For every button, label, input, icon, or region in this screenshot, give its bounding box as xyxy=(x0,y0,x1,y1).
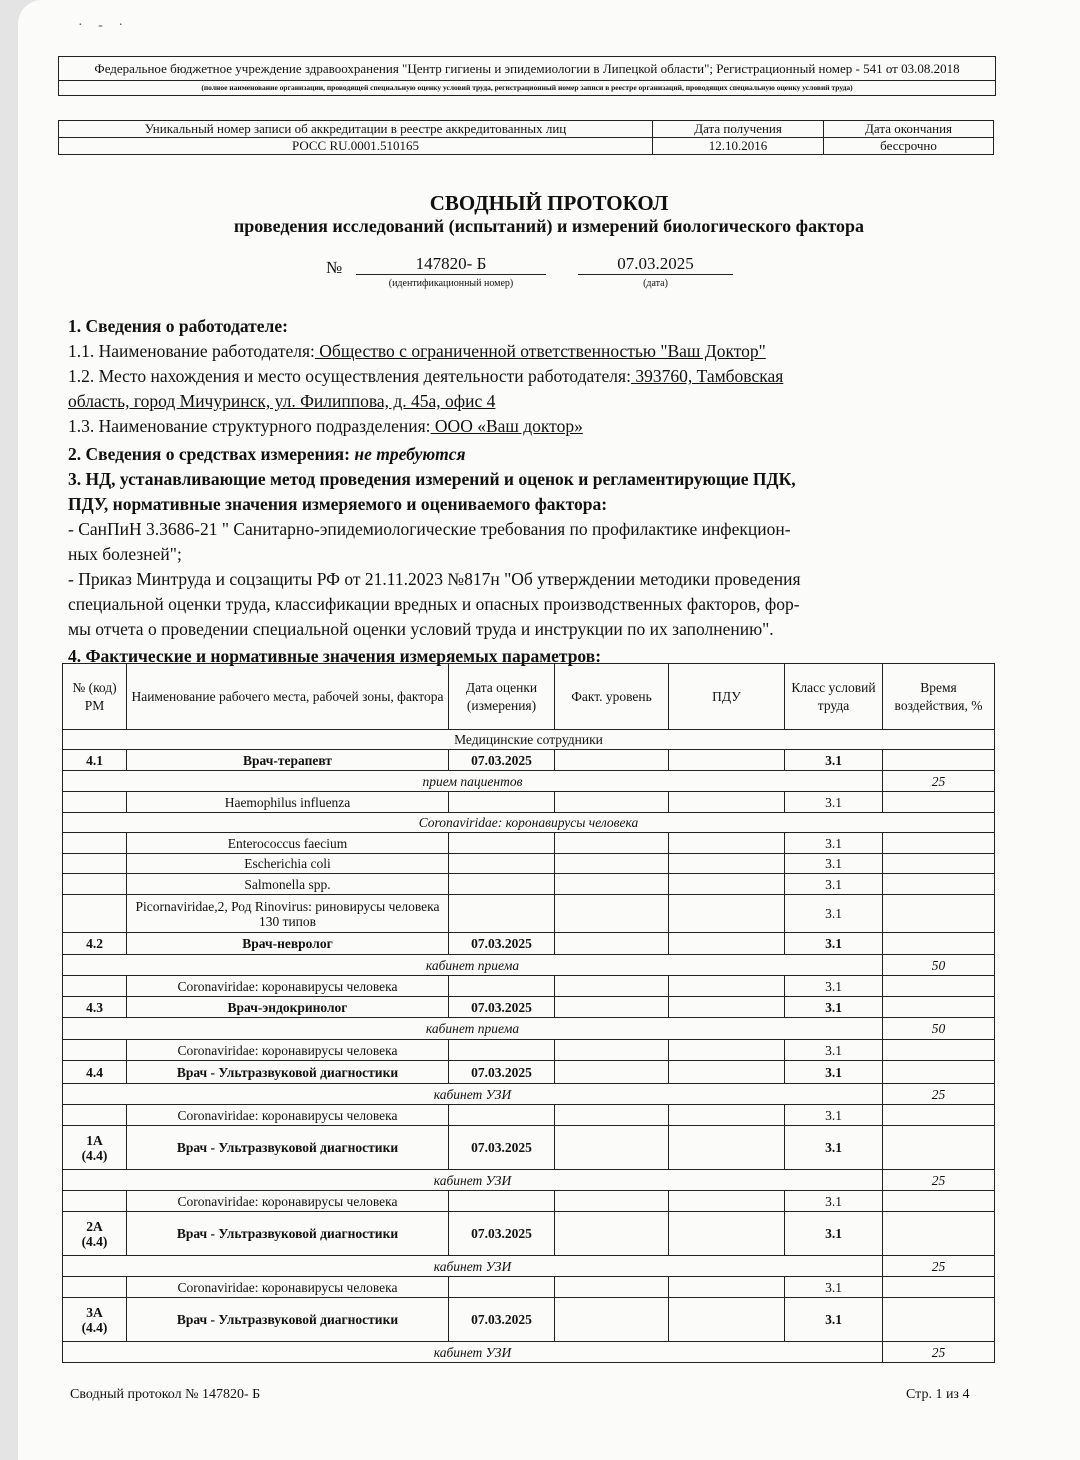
factor-class: 3.1 xyxy=(785,976,883,997)
section3-line5: мы отчета о проведении специальной оценки условий труда и инструкции по их заполнению". xyxy=(68,619,774,639)
employer-name-line xyxy=(68,338,766,364)
table-row xyxy=(63,1342,995,1363)
job-code xyxy=(63,1298,127,1342)
factor-class: 3.1 xyxy=(785,895,883,933)
job-code: 4.4 xyxy=(63,1061,127,1084)
table-row xyxy=(63,874,995,895)
footer-protocol: Сводный протокол № 147820- Б xyxy=(70,1387,261,1402)
factor-class: 3.1 xyxy=(785,833,883,854)
table-row xyxy=(63,1040,995,1061)
table-row xyxy=(63,833,995,854)
job-code: 4.3 xyxy=(63,997,127,1018)
zone-time: 50 xyxy=(883,955,995,976)
factor-name: Salmonella spp. xyxy=(127,874,449,895)
subdivision-value: ООО «Ваш доктор» xyxy=(430,416,583,436)
table-row xyxy=(63,1084,995,1105)
table-row xyxy=(63,730,995,750)
end-date: бессрочно xyxy=(824,138,994,155)
group-label: Медицинские сотрудники xyxy=(63,730,995,750)
section3-line2: ных болезней"; xyxy=(68,544,182,564)
factor-class: 3.1 xyxy=(785,1040,883,1061)
section4-heading: 4. Фактические и нормативные значения измеряемых параметров: xyxy=(68,646,602,666)
job-name: Врач - Ультразвуковой диагностики xyxy=(127,1126,449,1170)
factor-name: Haemophilus influenza xyxy=(127,792,449,813)
receipt-date: 12.10.2016 xyxy=(653,138,824,155)
table-row xyxy=(63,933,995,955)
job-code: 4.1 xyxy=(63,750,127,771)
table-row xyxy=(63,1170,995,1191)
zone-time: 25 xyxy=(883,1084,995,1105)
factor-class: 3.1 xyxy=(785,1277,883,1298)
factor-name: Escherichia coli xyxy=(127,854,449,874)
job-name: Врач - Ультразвуковой диагностики xyxy=(127,1061,449,1084)
job-code xyxy=(63,1126,127,1170)
header-time: Время воздействия, % xyxy=(883,664,995,730)
zone-name: кабинет УЗИ xyxy=(63,1170,883,1191)
factor-class: 3.1 xyxy=(785,854,883,874)
organization-note: (полное наименование организации, проводящей специальную оценку условий труда, регистрационный номер записи в реестре организаций, проводящих специальную оценку условий труда) xyxy=(201,83,853,92)
job-date: 07.03.2025 xyxy=(449,1061,555,1084)
measurements-table xyxy=(62,663,995,1363)
zone-time: 25 xyxy=(883,771,995,792)
job-code-main: 3А xyxy=(86,1304,103,1320)
header-fact: Факт. уровень xyxy=(555,664,669,730)
table-row xyxy=(63,1018,995,1040)
zone-time: 25 xyxy=(883,1342,995,1363)
factor-class: 3.1 xyxy=(785,1105,883,1126)
header-class: Класс условий труда xyxy=(785,664,883,730)
zone-name: кабинет УЗИ xyxy=(63,1342,883,1363)
employer-address-value-a: 393760, Тамбовская xyxy=(630,366,784,386)
table-row xyxy=(63,1256,995,1277)
job-class: 3.1 xyxy=(785,997,883,1018)
section2-heading: 2. Сведения о средствах измерения: xyxy=(68,444,350,464)
zone-name: кабинет приема xyxy=(63,1018,883,1040)
subdivision-label: 1.3. Наименование структурного подразделения: xyxy=(68,416,431,436)
table-row xyxy=(63,895,995,933)
table-row xyxy=(63,1191,995,1212)
scan-artifact: · - · xyxy=(78,18,129,33)
section2-line xyxy=(68,441,466,467)
job-class: 3.1 xyxy=(785,750,883,771)
zone-time: 25 xyxy=(883,1256,995,1277)
factor-name: Coronaviridae: коронавирусы человека xyxy=(127,1040,449,1061)
job-date: 07.03.2025 xyxy=(449,997,555,1018)
job-class: 3.1 xyxy=(785,1061,883,1084)
factor-name: Enterococcus faecium xyxy=(127,833,449,854)
factor-name: Picornaviridae,2, Род Rinovirus: риновирусы человека 130 типов xyxy=(127,895,449,933)
document-page xyxy=(18,0,1080,1460)
accreditation-label: Уникальный номер записи об аккредитации в реестре аккредитованных лиц xyxy=(59,121,653,138)
table-row xyxy=(63,813,995,833)
footer-page-number: Стр. 1 из 4 xyxy=(906,1387,970,1402)
organization-header xyxy=(58,56,996,96)
factor-name: Coronaviridae: коронавирусы человека xyxy=(127,976,449,997)
job-date: 07.03.2025 xyxy=(449,933,555,955)
table-row xyxy=(63,1298,995,1342)
factor-name: Coronaviridae: коронавирусы человека xyxy=(127,1105,449,1126)
document-title: СВОДНЫЙ ПРОТОКОЛ xyxy=(429,191,669,215)
factor-name: Coronaviridae: коронавирусы человека xyxy=(127,1191,449,1212)
job-class: 3.1 xyxy=(785,933,883,955)
section3-line4: специальной оценки труда, классификации вредных и опасных производственных факторов, фор- xyxy=(68,594,800,614)
job-date: 07.03.2025 xyxy=(449,1212,555,1256)
zone-name: кабинет приема xyxy=(63,955,883,976)
factor-class: 3.1 xyxy=(785,1191,883,1212)
table-row xyxy=(63,1277,995,1298)
date-caption: (дата) xyxy=(643,278,668,289)
number-sign: № xyxy=(326,258,343,277)
section3-heading-a: 3. НД, устанавливающие метод проведения измерений и оценок и регламентирующие ПДК, xyxy=(68,469,796,489)
job-class: 3.1 xyxy=(785,1212,883,1256)
job-code-ref: (4.4) xyxy=(81,1233,108,1249)
organization-name: Федеральное бюджетное учреждение здравоохранения "Центр гигиены и эпидемиологии в Липецкой области"; Регистрационный номер - 541 от 03.08.2018 xyxy=(59,57,995,81)
job-name: Врач - Ультразвуковой диагностики xyxy=(127,1298,449,1342)
table-header-row xyxy=(63,664,995,730)
subdivision-line xyxy=(68,413,583,439)
job-date: 07.03.2025 xyxy=(449,1298,555,1342)
employer-address-line xyxy=(68,363,783,389)
table-row xyxy=(63,854,995,874)
subgroup-label: Coronaviridae: коронавирусы человека xyxy=(63,813,995,833)
section1-heading: 1. Сведения о работодателе: xyxy=(68,316,288,336)
end-label: Дата окончания xyxy=(824,121,994,138)
protocol-number: 147820- Б xyxy=(356,254,546,275)
protocol-date: 07.03.2025 xyxy=(578,254,733,275)
zone-name: прием пациентов xyxy=(63,771,883,792)
employer-address-label: 1.2. Место нахождения и место осуществления деятельности работодателя: xyxy=(68,366,631,386)
job-date: 07.03.2025 xyxy=(449,750,555,771)
section3-heading-b: ПДУ, нормативные значения измеряемого и оцениваемого фактора: xyxy=(68,494,608,514)
employer-address-value-b: область, город Мичуринск, ул. Филиппова, д. 45а, офис 4 xyxy=(68,391,496,411)
factor-class: 3.1 xyxy=(785,792,883,813)
document-subtitle: проведения исследований (испытаний) и измерений биологического фактора xyxy=(233,216,865,236)
table-row xyxy=(63,955,995,976)
zone-name: кабинет УЗИ xyxy=(63,1084,883,1105)
table-row xyxy=(63,1105,995,1126)
zone-name: кабинет УЗИ xyxy=(63,1256,883,1277)
zone-time: 50 xyxy=(883,1018,995,1040)
job-code-main: 2А xyxy=(86,1218,103,1234)
table-row xyxy=(63,997,995,1018)
accreditation-table xyxy=(58,120,994,155)
job-class: 3.1 xyxy=(785,1126,883,1170)
job-name: Врач-эндокринолог xyxy=(127,997,449,1018)
header-code: № (код) РМ xyxy=(63,664,127,730)
table-row xyxy=(63,792,995,813)
employer-name-label: 1.1. Наименование работодателя: xyxy=(68,341,315,361)
employer-name-value: Общество с ограниченной ответственностью "Ваш Доктор" xyxy=(314,341,766,361)
job-code-ref: (4.4) xyxy=(81,1147,108,1163)
factor-name: Coronaviridae: коронавирусы человека xyxy=(127,1277,449,1298)
job-name: Врач - Ультразвуковой диагностики xyxy=(127,1212,449,1256)
header-date: Дата оценки (измерения) xyxy=(449,664,555,730)
job-code xyxy=(63,1212,127,1256)
factor-class: 3.1 xyxy=(785,874,883,895)
table-row xyxy=(63,1061,995,1084)
zone-time: 25 xyxy=(883,1170,995,1191)
job-date: 07.03.2025 xyxy=(449,1126,555,1170)
table-row xyxy=(63,976,995,997)
section3-line3: - Приказ Минтруда и соцзащиты РФ от 21.11.2023 №817н "Об утверждении методики проведения xyxy=(68,569,801,589)
table-row xyxy=(63,1212,995,1256)
section2-value: не требуются xyxy=(354,444,466,464)
section3-line1: - СанПиН 3.3686-21 " Санитарно-эпидемиологические требования по профилактике инфекцион- xyxy=(68,519,791,539)
job-name: Врач-невролог xyxy=(127,933,449,955)
accreditation-number: РОСС RU.0001.510165 xyxy=(59,138,653,155)
header-name: Наименование рабочего места, рабочей зоны, фактора xyxy=(127,664,449,730)
number-caption: (идентификационный номер) xyxy=(388,278,514,289)
job-name: Врач-терапевт xyxy=(127,750,449,771)
table-row xyxy=(63,1126,995,1170)
job-code: 4.2 xyxy=(63,933,127,955)
header-pdu: ПДУ xyxy=(669,664,785,730)
table-row xyxy=(63,750,995,771)
job-code-ref: (4.4) xyxy=(81,1319,108,1335)
receipt-label: Дата получения xyxy=(653,121,824,138)
job-class: 3.1 xyxy=(785,1298,883,1342)
job-code-main: 1А xyxy=(86,1132,103,1148)
table-row xyxy=(63,771,995,792)
